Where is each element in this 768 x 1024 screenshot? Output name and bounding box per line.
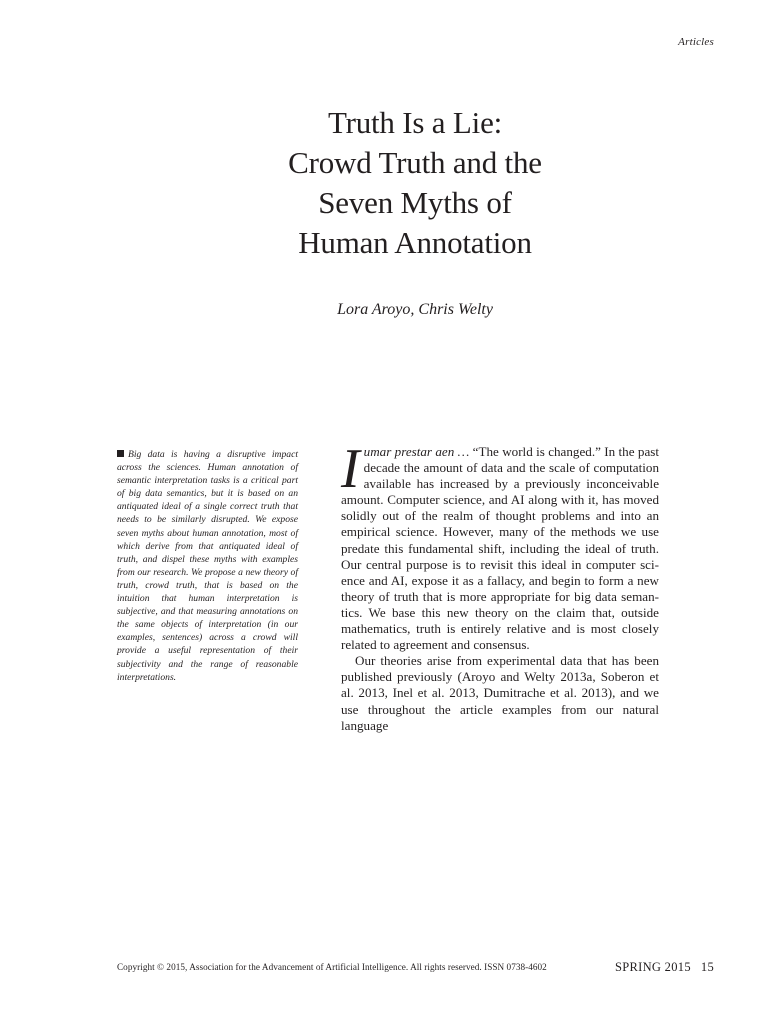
page-number: 15 bbox=[700, 960, 714, 974]
title-line: Truth Is a Lie: bbox=[327, 105, 503, 140]
section-label: Articles bbox=[678, 36, 714, 48]
paragraph bbox=[341, 438, 659, 653]
body-text bbox=[341, 438, 659, 734]
article-title bbox=[170, 103, 660, 263]
lead-in-quote: umar prestar aen … bbox=[363, 444, 470, 459]
authors: Lora Aroyo, Chris Welty bbox=[337, 301, 493, 318]
issue-info bbox=[615, 960, 714, 975]
paragraph-text: “The world is changed.” In the past decade the amount of data and the scale of computation available has increased by a previously inconceivable amount. Computer science, and AI along with it, has moved solidly out of the realm of thought problems and into an empirical science. However, many of the methods we use predate this fundamental shift, including the ideal of truth. Our central purpose is to revisit this ideal in computer science and AI, expose it as a fallacy, and begin to form a new theory of truth that is more appropriate for big data semantics. We base this new theory on the claim that, outside mathematics, truth is entirely relative and is most closely related to agreement and consensus. bbox=[341, 444, 659, 653]
copyright-notice: Copyright © 2015, Association for the Advancement of Artificial Intelligence. All rights reserved. ISSN 0738-4602 bbox=[117, 962, 547, 972]
paragraph: Our theories arise from experimental data that has been published previously (Aroyo and Welty 2013a, Soberon et al. 2013, Inel et al. 2013, Dumitrache et al. 2013), and we use throughout the article examples from our natural language bbox=[341, 653, 659, 733]
drop-cap: I bbox=[341, 438, 360, 500]
abstract-text: Big data is having a disruptive impact across the sciences. Human annotation of semantic interpretation tasks is a critical part of big data semantics, but it is based on an antiquated ideal of a single correct truth that needs to be similarly disrupted. We expose seven myths about human annotation, most of which derive from that antiquated ideal of truth, and dispel these myths with examples from our research. We propose a new theory of truth, crowd truth, that is based on the intuition that human interpretation is subjective, and that measuring annotations on the same objects of interpretation (in our examples, sentences) across a crowd will provide a useful representation of their subjectivity and the range of reasonable interpretations. bbox=[117, 449, 298, 683]
title-line: Seven Myths of bbox=[318, 185, 512, 220]
issue-label: SPRING 2015 bbox=[615, 960, 691, 974]
title-line: Crowd Truth and the bbox=[288, 145, 542, 180]
abstract bbox=[117, 448, 298, 684]
abstract-bullet-icon bbox=[117, 450, 124, 457]
title-line: Human Annotation bbox=[298, 225, 532, 260]
